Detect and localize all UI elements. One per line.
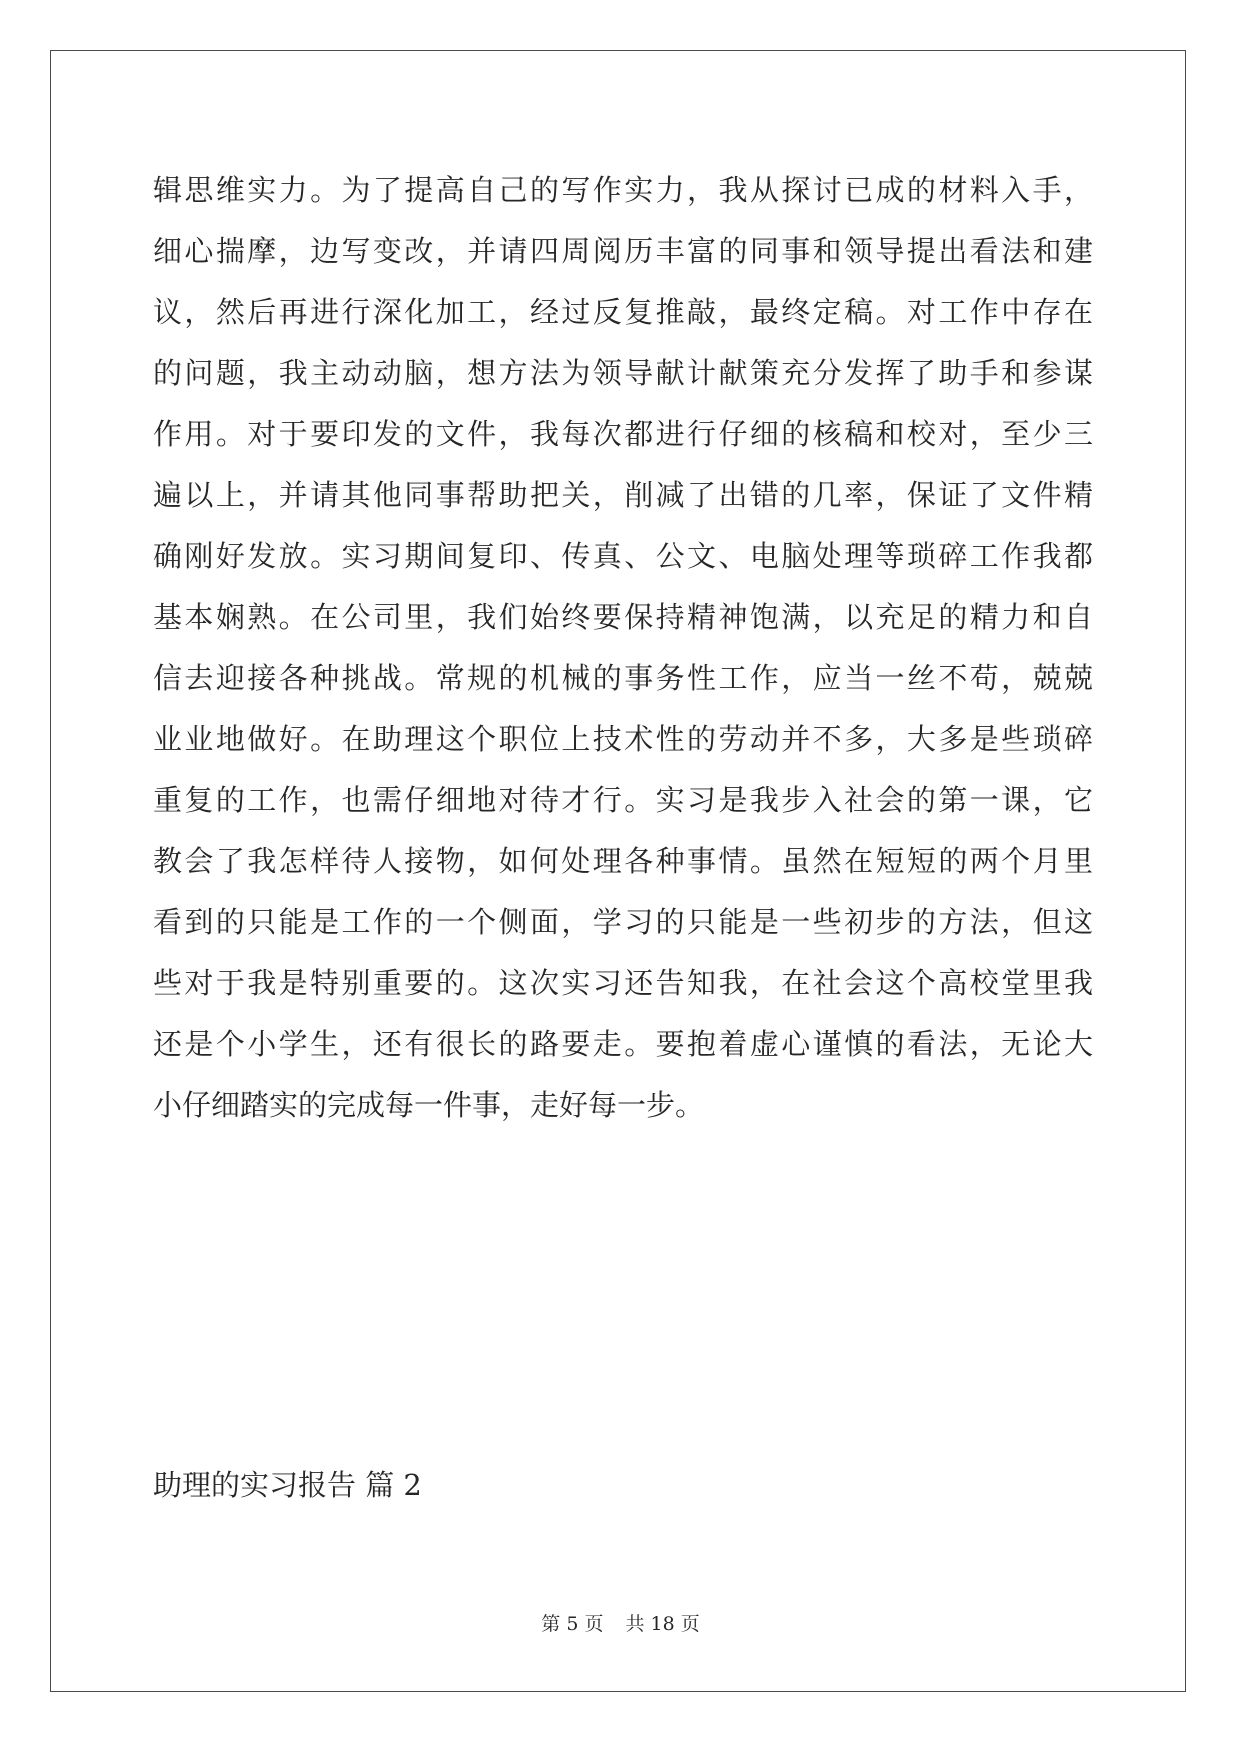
text-line: 作用。对于要印发的文件，我每次都进行仔细的核稿和校对，至少三 (153, 417, 1093, 451)
text-line: 细心揣摩，边写变改，并请四周阅历丰富的同事和领导提出看法和建 (153, 234, 1093, 268)
text-line: 议，然后再进行深化加工，经过反复推敲，最终定稿。对工作中存在 (153, 295, 1093, 329)
text-line: 些对于我是特别重要的。这次实习还告知我，在社会这个高校堂里我 (153, 966, 1093, 1000)
text-line: 基本娴熟。在公司里，我们始终要保持精神饱满，以充足的精力和自 (153, 600, 1093, 634)
text-line: 的问题，我主动动脑，想方法为领导献计献策充分发挥了助手和参谋 (153, 356, 1093, 390)
page-total: 共 18 页 (625, 1613, 700, 1635)
text-line: 重复的工作，也需仔细地对待才行。实习是我步入社会的第一课，它 (153, 783, 1093, 817)
text-line: 业业地做好。在助理这个职位上技术性的劳动并不多，大多是些琐碎 (153, 722, 1093, 756)
text-line: 看到的只能是工作的一个侧面，学习的只能是一些初步的方法，但这 (153, 905, 1093, 939)
text-line: 小仔细踏实的完成每一件事，走好每一步。 (153, 1088, 705, 1122)
page-number: 第 5 页 (541, 1613, 604, 1635)
text-line: 还是个小学生，还有很长的路要走。要抱着虚心谨慎的看法，无论大 (153, 1027, 1093, 1061)
page-footer (0, 1612, 1241, 1636)
text-line: 确刚好发放。实习期间复印、传真、公文、电脑处理等琐碎工作我都 (153, 539, 1093, 573)
text-line: 辑思维实力。为了提高自己的写作实力，我从探讨已成的材料入手， (153, 173, 1093, 207)
text-line: 遍以上，并请其他同事帮助把关，削减了出错的几率，保证了文件精 (153, 478, 1093, 512)
text-line: 教会了我怎样待人接物，如何处理各种事情。虽然在短短的两个月里 (153, 844, 1093, 878)
section-heading: 助理的实习报告 篇 2 (153, 1468, 422, 1502)
text-line: 信去迎接各种挑战。常规的机械的事务性工作，应当一丝不苟，兢兢 (153, 661, 1093, 695)
body-paragraph (153, 160, 1093, 1136)
